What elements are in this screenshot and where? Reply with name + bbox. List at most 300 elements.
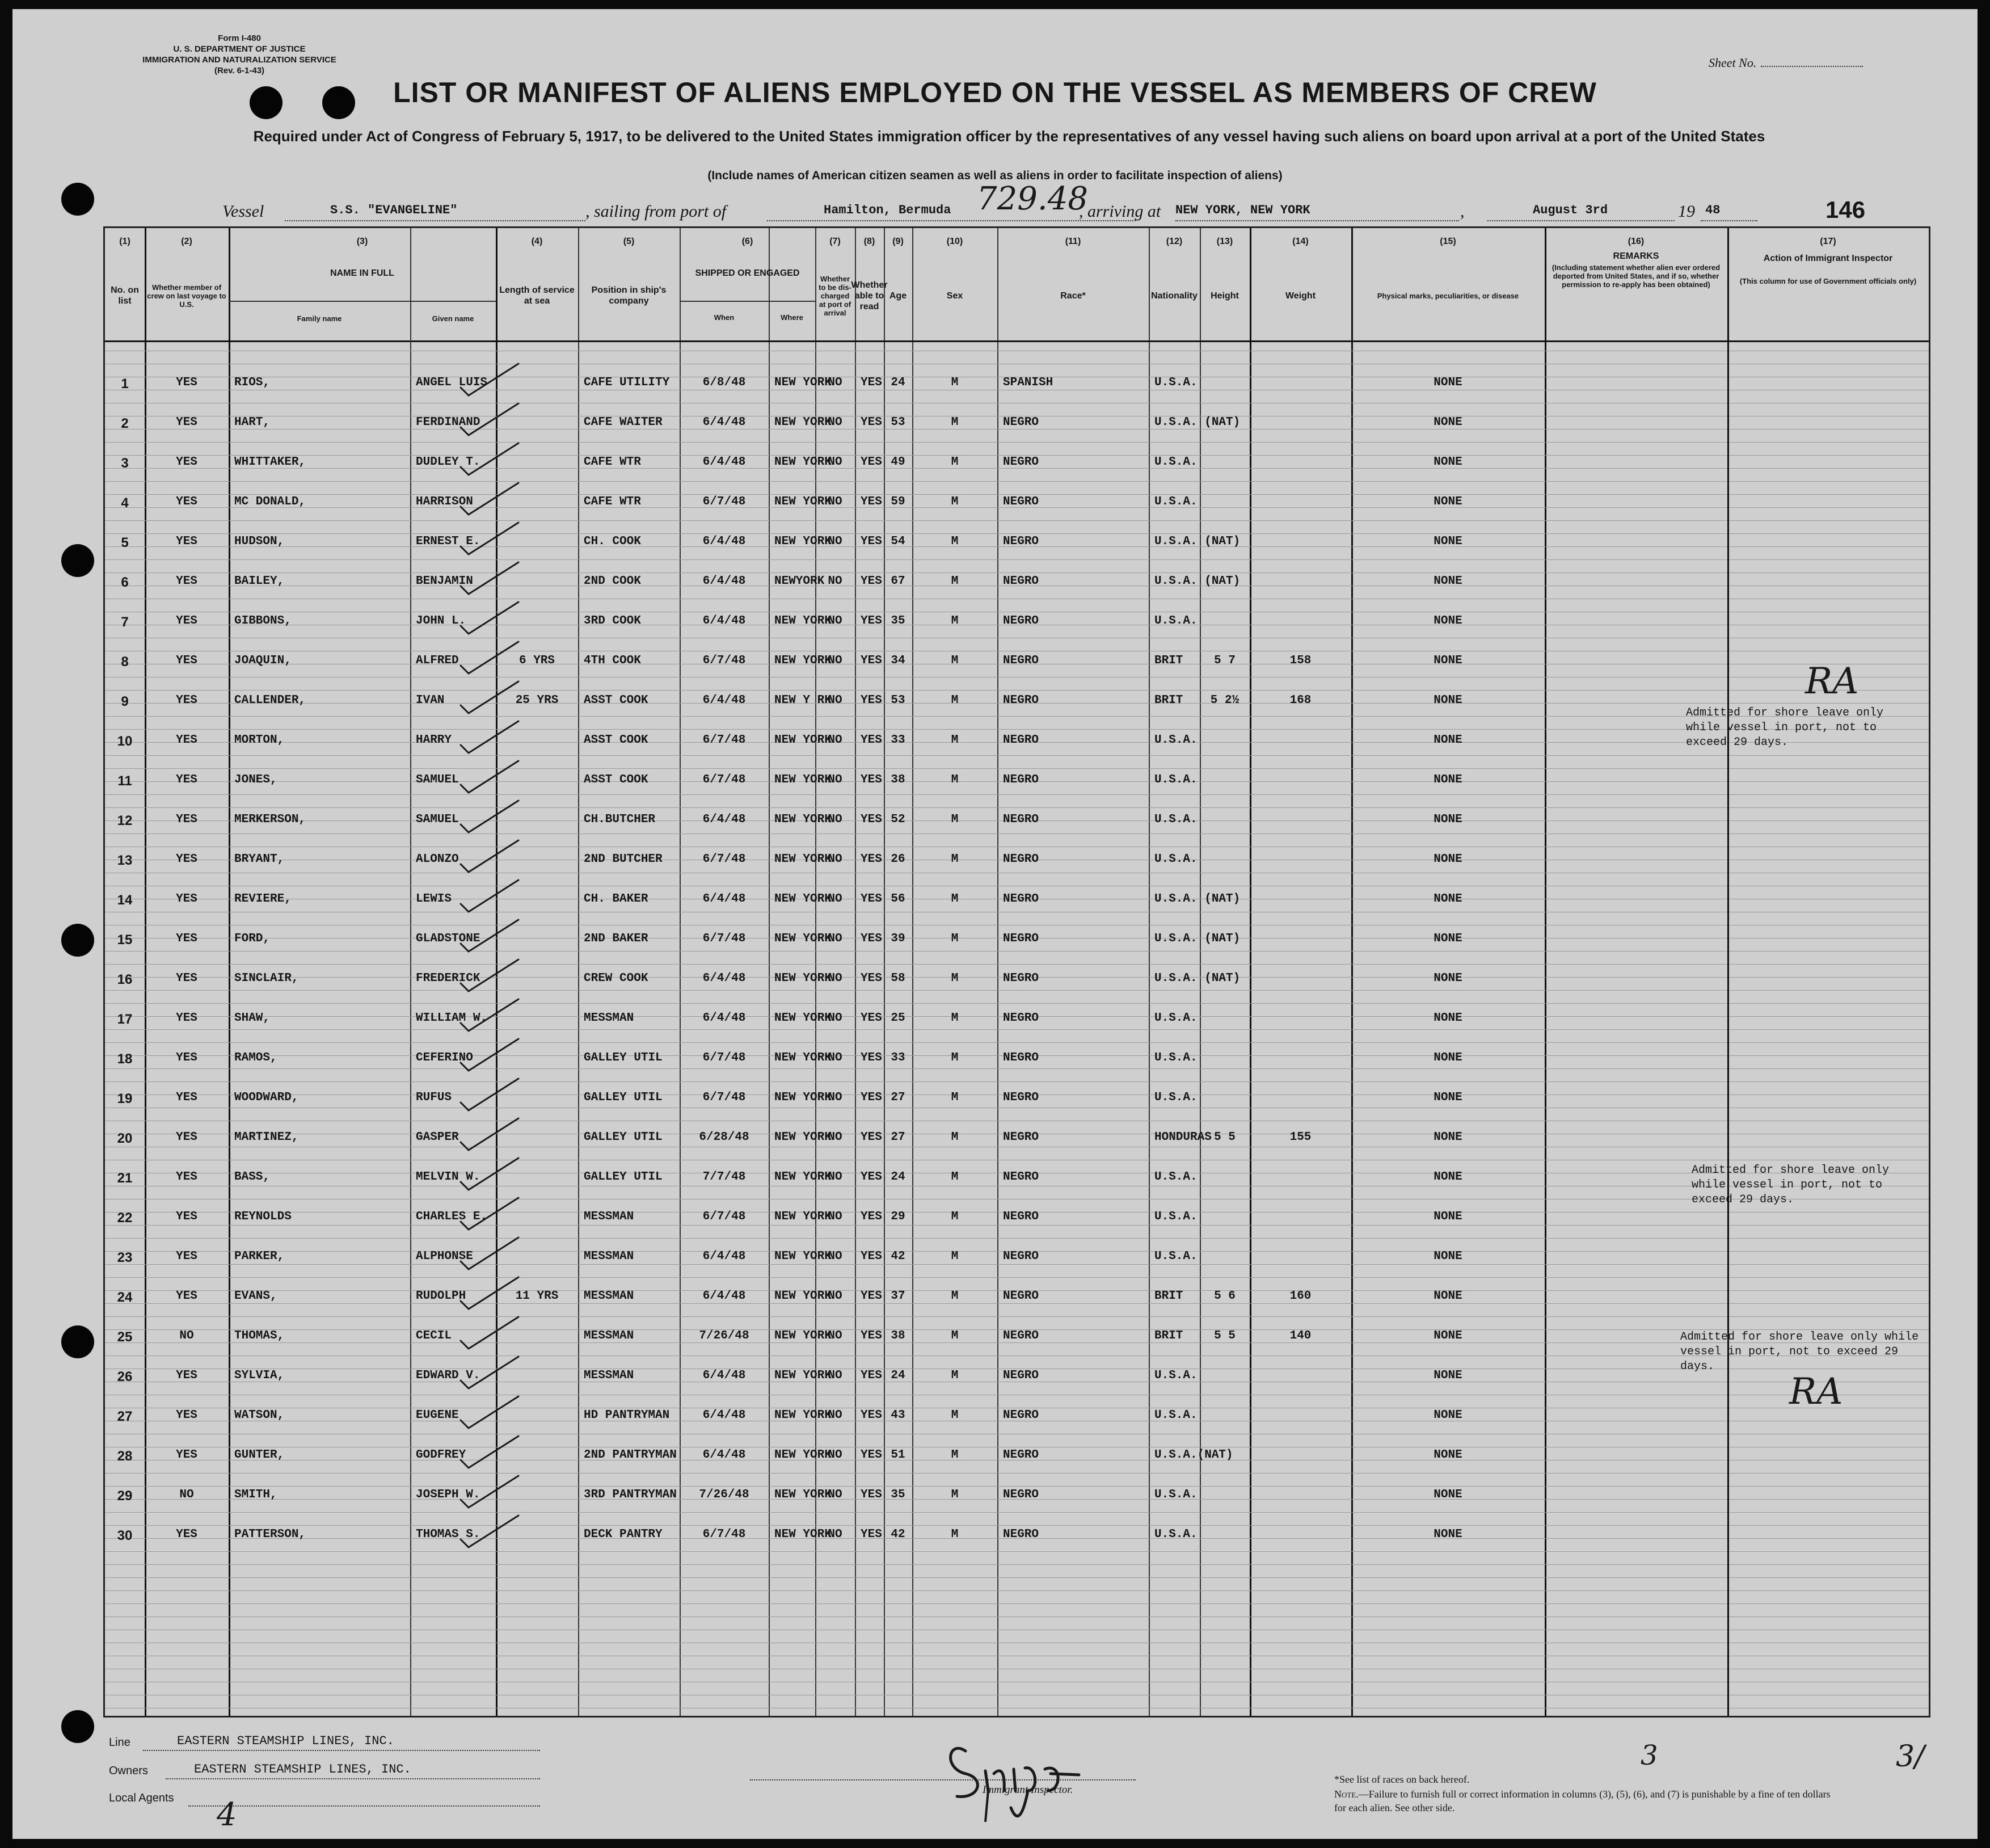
cell-weight: 168 [1289, 694, 1312, 707]
cell-age: 38 [891, 1329, 905, 1342]
cell-age: 56 [891, 893, 905, 906]
cell-read: YES [861, 1171, 882, 1184]
cell-family: HART, [234, 416, 271, 429]
year-prefix: 19 [1678, 202, 1695, 221]
sailing-label: , sailing from port of [585, 202, 727, 221]
cell-age: 27 [891, 1091, 905, 1104]
cell-family: BAILEY, [234, 575, 285, 588]
cell-family: PATTERSON, [234, 1528, 306, 1541]
cell-age: 27 [891, 1131, 905, 1144]
cell-service: 25 YRS [515, 694, 559, 707]
ruled-line [105, 1603, 1929, 1604]
cell-sex: M [951, 416, 959, 429]
cell-position: GALLEY UTIL [584, 1131, 663, 1144]
check-mark-icon [456, 605, 524, 639]
header-c8-label: Whether able to read [851, 280, 888, 311]
cell-nat: U.S.A. [1154, 813, 1198, 826]
check-mark-icon [456, 764, 524, 798]
cell-nat: U.S.A. [1154, 1409, 1198, 1422]
cell-given: CEFERINO [416, 1051, 473, 1064]
cell-no: 4 [121, 495, 129, 511]
vessel-label: Vessel [222, 202, 264, 221]
cell-where: NEW YORK [774, 614, 832, 628]
cell-given: GLADSTONE [416, 932, 480, 945]
cell-where: NEW YORK [774, 1051, 832, 1064]
cell-sex: M [951, 495, 959, 508]
cell-position: GALLEY UTIL [584, 1091, 663, 1104]
cell-race: NEGRO [1003, 1290, 1039, 1303]
cell-age: 35 [891, 1488, 905, 1501]
handwritten-mark: 3/ [1896, 1740, 1925, 1774]
ruled-line [105, 1590, 1929, 1591]
cell-when: 6/4/48 [702, 575, 746, 588]
cell-race: NEGRO [1003, 535, 1039, 548]
cell-given: CHARLES E. [416, 1210, 488, 1223]
manifest-sheet: Form I-480 U. S. DEPARTMENT OF JUSTICE IMMIGRATION AND NATURALIZATION SERVICE (Rev. 6-1-43) Sheet No. LIST OR MANIFEST OF ALIENS EMPLOYED ON THE VESSEL AS MEMBERS OF CREW Required under Act of Congress of February 5, 1917, to be delivered to the United States immigration officer by the representatives of any vessel having such aliens on board upon arrival at a port of the United States (Include names of American citizen seamen as well as aliens in order to facilitate inspection of aliens) Vessel S.S. "EVANGELINE" , sailing from port of Hamilton, Bermuda 729.48 , arriving at NEW YORK, NEW YORK , August 3rd 19 48 146 (1) No. on list (2) Whether member of crew on last voyage to U.S. (4) Length of service at sea (5) Position in ship's company (7) Whether to be dis-charged at port of arrival (8) Whether able to read (9) Age (10) Sex (11) Race* (12) Nationality (13) Height (14) Weight (15) Physical marks, peculiarities, or disease (3) NAME IN FULL Family name Given name (6) SHIPPED OR ENGAGED When Where (16) REMARKS (Including statement whether alien ever ordered deported from United States, and if so, whether permission to re-apply has been obtained) (17) Action of Immigrant Inspector (This column for use of Government officials only) 1 YES RIOS, ANGEL LUIS CAFE UTILITY 6/8/48 NEW YORK NO YES 24 M SPANISH U.S.A. NONE 2 YES HART, FERDINAND CAFE WAITER 6/4/48 NEW YORK NO YES 53 M NEGRO U.S.A. (NAT) NONE 3 YES WHITTAKER, DUDLEY T. CAFE WTR 6/4/48 NEW YORK NO YES 49 M NEGRO U.S.A. NONE 4 YES MC DONALD, HARRISON CAFE WTR 6/7/48 NEW YORK NO YES 59 M NEGRO U.S.A. NONE 5 YES HUDSON, ERNEST E. CH. COOK 6/4/48 NEW YORK NO YES 54 M NEGRO U.S.A. (NAT) NONE 6 YES BAILEY, BENJAMIN 2ND COOK 6/4/48 NEWYORK NO YES 67 M NEGRO U.S.A. (NAT) NONE 7 YES GIBBONS, JOHN L. 3RD COOK 6/4/48 NEW YORK NO YES 35 M NEGRO U.S.A. NONE 8 YES JOAQUIN, ALFRED 6 YRS 4TH COOK 6/7/48 NEW YORK NO YES 34 M NEGRO BRIT 5 7 158 NONE 9 YES CALLENDER, IVAN 25 YRS ASST COOK 6/4/48 NEW Y RK NO YES 53 M NEGRO BRIT 5 2½ 168 NONE 10 YES MORTON, HARRY ASST COOK 6/7/48 NEW YORK NO YES 33 M NEGRO U.S.A. NONE 11 YES JONES, SAMUEL ASST COOK 6/7/48 NEW YORK NO YES 38 M NEGRO U.S.A. NONE 12 YES MERKERSON, SAMUEL CH.BUTCHER 6/4/48 NEW YORK NO YES 52 M NEGRO U.S.A. NONE 13 YES BRYANT, ALONZO 2ND BUTCHER 6/7/48 NEW YORK NO YES 26 M NEGRO U.S.A. NONE 14 YES REVIERE, LEWIS CH. BAKER 6/4/48 NEW YORK NO YES 56 M NEGRO U.S.A. (NAT) NONE 15 YES FORD, GLADSTONE 2ND BAKER 6/7/48 NEW YORK NO YES 39 M NEGRO U.S.A. (NAT) NONE 16 YES SINCLAIR, FREDERICK CREW COOK 6/4/48 NEW YORK NO YES 58 M NEGRO U.S.A. (NAT) NONE 17 YES SHAW, WILLIAM W. MESSMAN 6/4/48 NEW YORK NO YES 25 M NEGRO U.S.A. NONE 18 YES RAMOS, CEFERINO GALLEY UTIL 6/7/48 NEW YORK NO YES 33 M NEGRO U.S.A. NONE 19 YES WOODWARD, RUFUS GALLEY UTIL 6/7/48 NEW YORK NO YES 27 M NEGRO U.S.A. NONE 20 YES MARTINEZ, GASPER GALLEY UTIL 6/28/48 NEW YORK NO YES 27 M NEGRO HONDURAS 5 5 155 NONE 21 YES BASS, MELVIN W. GALLEY UTIL 7/7/48 NEW YORK NO YES 24 M NEGRO U.S.A. NONE 22 YES REYNOLDS CHARLES E. MESSMAN 6/7/48 NEW YORK NO YES 29 M NEGRO U.S.A. NONE 23 YES PARKER, ALPHONSE MESSMAN 6/4/48 NEW YORK NO YES 42 M NEGRO U.S.A. NONE 24 YES EVANS, RUDOLPH 11 YRS MESSMAN 6/4/48 NEW YORK NO YES 37 M NEGRO BRIT 5 6 160 NONE 25 NO THOMAS, CECIL MESSMAN 7/26/48 NEW YORK NO YES 38 M NEGRO BRIT 5 5 140 NONE 26 YES SYLVIA, EDWARD V. MESSMAN 6/4/48 NEW YORK NO YES 24 M NEGRO U.S.A. NONE 27 YES WATSON, EUGENE HD PANTRYMAN 6/4/48 NEW YORK NO YES 43 M NEGRO U.S.A. NONE 28 YES GUNTER, GODFREY 2ND PANTRYMAN 6/4/48 NEW YORK NO YES 51 M NEGRO U.S.A.(NAT) NONE 29 NO SMITH, JOSEPH W. 3RD PANTRYMAN 7/26/48 NEW YORK NO YES 35 M NEGRO U.S.A. NONE 30 YES PATTERSON, THOMAS S. DECK PANTRY 6/7/48 NEW YORK NO YES 42 M NEGRO U.S.A. NONE Admitted for shore leave only while vessel in port, not to exceed 29 days. Admitted for shore leave only while vessel in port, not to exceed 29 days. Admitted for shore leave only while vessel in port, not to exceed 29 days. RA RA Line EASTERN STEAMSHIP LINES, INC. Owners EASTERN STEAMSHIP LINES, INC. Local Agents 4 Immigrant Inspector. *See list of races on back hereof. Note.—Failure to furnish full or correct information in columns (3), (5), (6), and (7) is punishable by a fine of ten dollars for each alien. See other side. 3 3/ [12, 9, 1978, 1839]
cell-dis: NO [828, 1171, 842, 1184]
header-c15-num: (15) [1440, 237, 1456, 246]
header-c4-label: Length of service at sea [499, 285, 575, 306]
cell-age: 58 [891, 972, 905, 985]
cell-read: YES [861, 1329, 882, 1342]
remark-row-24: Admitted for shore leave only while vessel in port, not to exceed 29 days. [1680, 1331, 1919, 1373]
cell-no: 2 [121, 416, 129, 431]
cell-nat: U.S.A. [1154, 376, 1198, 389]
cell-nat: U.S.A. [1154, 1171, 1198, 1184]
cell-dis: NO [828, 694, 842, 707]
cell-where: NEW YORK [774, 1131, 832, 1144]
cell-read: YES [861, 972, 882, 985]
cell-read: YES [861, 694, 882, 707]
cell-when: 6/4/48 [702, 1449, 746, 1462]
cell-sex: M [951, 694, 959, 707]
cell-given: HARRISON [416, 495, 473, 508]
check-mark-icon [456, 725, 524, 759]
cell-last: YES [176, 1250, 197, 1263]
cell-last: YES [176, 1091, 197, 1104]
cell-read: YES [861, 654, 882, 667]
header-c3-label: NAME IN FULL [330, 268, 394, 278]
cell-where: NEW YORK [774, 734, 832, 747]
arrival-year: 48 [1705, 203, 1721, 217]
name-subheader-rule [229, 301, 496, 302]
header-c17-label: Action of Immigrant Inspector [1763, 254, 1893, 263]
cell-sex: M [951, 853, 959, 866]
cell-dis: NO [828, 813, 842, 826]
inspector-signature-icon [931, 1706, 1124, 1825]
sailing-port: Hamilton, Bermuda [824, 203, 951, 217]
cell-position: CAFE UTILITY [584, 376, 670, 389]
cell-nat: U.S.A. [1154, 1210, 1198, 1223]
cell-marks: NONE [1434, 853, 1462, 866]
cell-nat: U.S.A. [1154, 734, 1198, 747]
cell-marks: NONE [1434, 1051, 1462, 1064]
cell-race: NEGRO [1003, 1488, 1039, 1501]
cell-marks: NONE [1434, 734, 1462, 747]
cell-where: NEW YORK [774, 416, 832, 429]
cell-position: 2ND PANTRYMAN [584, 1449, 677, 1462]
cell-where: NEW YORK [774, 1369, 832, 1382]
handwritten-mark: 4 [217, 1796, 237, 1833]
cell-weight: 160 [1289, 1290, 1312, 1303]
cell-service: 6 YRS [518, 654, 555, 667]
cell-race: NEGRO [1003, 734, 1039, 747]
header-c14-label: Weight [1285, 291, 1316, 301]
check-mark-icon [456, 963, 524, 997]
cell-age: 35 [891, 614, 905, 628]
cell-height: 5 5 [1214, 1131, 1236, 1144]
check-mark-icon [456, 1281, 524, 1315]
cell-position: GALLEY UTIL [584, 1051, 663, 1064]
header-c2-label: Whether member of crew on last voyage to U.S. [147, 283, 226, 309]
cell-last: YES [176, 614, 197, 628]
cell-dis: NO [828, 376, 842, 389]
local-agents-label: Local Agents [109, 1792, 174, 1804]
cell-family: WOODWARD, [234, 1091, 299, 1104]
cell-sex: M [951, 1528, 959, 1541]
cell-dis: NO [828, 1210, 842, 1223]
check-mark-icon [456, 844, 524, 878]
cell-when: 6/7/48 [702, 853, 746, 866]
cell-height: 5 6 [1214, 1290, 1236, 1303]
cell-no: 20 [117, 1131, 133, 1146]
cell-position: HD PANTRYMAN [584, 1409, 670, 1422]
cell-read: YES [861, 773, 882, 786]
cell-nat: HONDURAS [1154, 1131, 1212, 1144]
header-c17-num: (17) [1820, 237, 1836, 246]
cell-age: 53 [891, 694, 905, 707]
cell-position: MESSMAN [584, 1250, 634, 1263]
cell-where: NEW YORK [774, 495, 832, 508]
cell-where: NEWYORK [774, 575, 825, 588]
cell-nat: U.S.A. [1154, 1051, 1198, 1064]
cell-race: NEGRO [1003, 1329, 1039, 1342]
header-c5-num: (5) [623, 237, 635, 246]
page-number: 146 [1825, 196, 1866, 223]
cell-race: NEGRO [1003, 694, 1039, 707]
cell-no: 19 [117, 1091, 133, 1106]
cell-given: IVAN [416, 694, 445, 707]
cell-no: 10 [117, 734, 133, 749]
cell-age: 34 [891, 654, 905, 667]
cell-family: MORTON, [234, 734, 285, 747]
cell-last: YES [176, 535, 197, 548]
line-value: EASTERN STEAMSHIP LINES, INC. [177, 1734, 394, 1748]
check-mark-icon [456, 1201, 524, 1235]
cell-family: SINCLAIR, [234, 972, 299, 985]
cell-where: NEW YORK [774, 1409, 832, 1422]
cell-marks: NONE [1434, 575, 1462, 588]
header-c1-label: No. on list [111, 285, 139, 306]
header-c10-label: Sex [946, 291, 963, 301]
header-c3-num: (3) [356, 237, 368, 246]
cell-read: YES [861, 893, 882, 906]
cell-read: YES [861, 1250, 882, 1263]
cell-when: 6/4/48 [702, 813, 746, 826]
cell-nat: U.S.A.(NAT) [1154, 1449, 1233, 1462]
cell-read: YES [861, 614, 882, 628]
cell-last: YES [176, 456, 197, 469]
cell-when: 6/4/48 [702, 535, 746, 548]
cell-last: NO [179, 1329, 194, 1342]
cell-marks: NONE [1434, 495, 1462, 508]
cell-position: 2ND COOK [584, 575, 641, 588]
header-c10-num: (10) [946, 237, 963, 246]
cell-nat: U.S.A. (NAT) [1154, 893, 1241, 906]
header-c2-num: (2) [181, 237, 192, 246]
shipped-subheader-rule [680, 301, 815, 302]
cell-age: 52 [891, 813, 905, 826]
cell-position: CREW COOK [584, 972, 648, 985]
cell-dis: NO [828, 416, 842, 429]
cell-given: FREDERICK [416, 972, 480, 985]
cell-position: GALLEY UTIL [584, 1171, 663, 1184]
cell-nat: BRIT [1154, 654, 1183, 667]
cell-family: SYLVIA, [234, 1369, 285, 1382]
header-c16-label: REMARKS [1613, 251, 1659, 261]
cell-where: NEW YORK [774, 853, 832, 866]
cell-race: SPANISH [1003, 376, 1053, 389]
cell-dis: NO [828, 1250, 842, 1263]
cell-read: YES [861, 575, 882, 588]
cell-dis: NO [828, 972, 842, 985]
cell-nat: U.S.A. (NAT) [1154, 535, 1241, 548]
cell-where: NEW YORK [774, 654, 832, 667]
cell-when: 6/4/48 [702, 1369, 746, 1382]
cell-no: 7 [121, 614, 129, 630]
cell-dis: NO [828, 1290, 842, 1303]
cell-sex: M [951, 813, 959, 826]
cell-age: 33 [891, 1051, 905, 1064]
cell-last: YES [176, 1171, 197, 1184]
cell-family: PARKER, [234, 1250, 285, 1263]
cell-age: 43 [891, 1409, 905, 1422]
cell-nat: U.S.A. [1154, 614, 1198, 628]
cell-when: 6/4/48 [702, 456, 746, 469]
cell-race: NEGRO [1003, 1210, 1039, 1223]
cell-sex: M [951, 1290, 959, 1303]
cell-race: NEGRO [1003, 773, 1039, 786]
cell-age: 25 [891, 1012, 905, 1025]
cell-when: 6/7/48 [702, 1091, 746, 1104]
cell-given: ANGEL LUIS [416, 376, 488, 389]
cell-marks: NONE [1434, 932, 1462, 945]
cell-when: 7/26/48 [699, 1329, 749, 1342]
cell-dis: NO [828, 1369, 842, 1382]
cell-marks: NONE [1434, 813, 1462, 826]
cell-given: WILLIAM W. [416, 1012, 488, 1025]
cell-no: 1 [121, 376, 129, 392]
cell-no: 23 [117, 1250, 133, 1265]
cell-dis: NO [828, 1012, 842, 1025]
cell-given: MELVIN W. [416, 1171, 480, 1184]
races-note: *See list of races on back hereof. [1334, 1774, 1470, 1785]
header-c17-sub: (This column for use of Government officials only) [1739, 277, 1917, 285]
table-row [105, 1528, 1929, 1580]
cell-family: MARTINEZ, [234, 1131, 299, 1144]
cell-position: 4TH COOK [584, 654, 641, 667]
cell-dis: NO [828, 1131, 842, 1144]
cell-where: NEW YORK [774, 1488, 832, 1501]
arrival-date: August 3rd [1533, 203, 1608, 217]
cell-family: WATSON, [234, 1409, 285, 1422]
check-mark-icon [456, 566, 524, 600]
cell-read: YES [861, 1131, 882, 1144]
cell-dis: NO [828, 1329, 842, 1342]
cell-no: 3 [121, 456, 129, 471]
cell-age: 39 [891, 932, 905, 945]
cell-when: 6/7/48 [702, 1210, 746, 1223]
cell-sex: M [951, 654, 959, 667]
check-mark-icon [456, 1122, 524, 1156]
cell-no: 17 [117, 1012, 133, 1027]
cell-where: NEW YORK [774, 972, 832, 985]
cell-race: NEGRO [1003, 1012, 1039, 1025]
cell-weight: 155 [1289, 1131, 1312, 1144]
cell-position: CAFE WTR [584, 456, 641, 469]
check-mark-icon [456, 367, 524, 401]
form-identifier: Form I-480 U. S. DEPARTMENT OF JUSTICE IMMIGRATION AND NATURALIZATION SERVICE (Rev. 6-1-43) [142, 33, 336, 75]
cell-read: YES [861, 456, 882, 469]
cell-race: NEGRO [1003, 614, 1039, 628]
check-mark-icon [456, 923, 524, 957]
cell-nat: U.S.A. (NAT) [1154, 575, 1241, 588]
cell-race: NEGRO [1003, 932, 1039, 945]
cell-last: YES [176, 1528, 197, 1541]
cell-position: MESSMAN [584, 1369, 634, 1382]
header-c8-num: (8) [863, 237, 875, 246]
cell-family: HUDSON, [234, 535, 285, 548]
cell-no: 11 [117, 773, 132, 789]
cell-dis: NO [828, 853, 842, 866]
cell-no: 27 [117, 1409, 133, 1424]
cell-where: NEW YORK [774, 1329, 832, 1342]
cell-race: NEGRO [1003, 1409, 1039, 1422]
cell-position: 2ND BAKER [584, 932, 648, 945]
cell-height: 5 7 [1214, 654, 1236, 667]
cell-sex: M [951, 535, 959, 548]
cell-marks: NONE [1434, 694, 1462, 707]
cell-age: 24 [891, 1171, 905, 1184]
header-c12-label: Nationality [1151, 291, 1198, 301]
header-c7-num: (7) [829, 237, 841, 246]
cell-sex: M [951, 734, 959, 747]
cell-last: YES [176, 654, 197, 667]
cell-no: 18 [117, 1051, 133, 1067]
cell-last: YES [176, 416, 197, 429]
cell-where: NEW YORK [774, 932, 832, 945]
cell-marks: NONE [1434, 535, 1462, 548]
punch-hole-icon [61, 544, 94, 577]
header-rule [105, 340, 1929, 342]
header-c1-num: (1) [119, 237, 130, 246]
check-mark-icon [456, 407, 524, 441]
cell-race: NEGRO [1003, 456, 1039, 469]
cell-read: YES [861, 495, 882, 508]
header-c12-num: (12) [1166, 237, 1183, 246]
cell-read: YES [861, 813, 882, 826]
cell-family: CALLENDER, [234, 694, 306, 707]
cell-position: 3RD COOK [584, 614, 641, 628]
page-title: LIST OR MANIFEST OF ALIENS EMPLOYED ON THE VESSEL AS MEMBERS OF CREW [393, 77, 1597, 108]
check-mark-icon [456, 486, 524, 520]
cell-age: 37 [891, 1290, 905, 1303]
cell-age: 49 [891, 456, 905, 469]
cell-race: NEGRO [1003, 1369, 1039, 1382]
cell-nat: U.S.A. [1154, 853, 1198, 866]
cell-when: 6/4/48 [702, 893, 746, 906]
cell-last: YES [176, 773, 197, 786]
cell-sex: M [951, 456, 959, 469]
cell-age: 38 [891, 773, 905, 786]
cell-when: 6/28/48 [699, 1131, 749, 1144]
cell-age: 51 [891, 1449, 905, 1462]
cell-no: 28 [117, 1449, 133, 1464]
cell-when: 6/4/48 [702, 1409, 746, 1422]
arriving-label: , arriving at [1079, 202, 1161, 221]
cell-sex: M [951, 1210, 959, 1223]
cell-read: YES [861, 734, 882, 747]
cell-last: YES [176, 575, 197, 588]
cell-dis: NO [828, 734, 842, 747]
cell-read: YES [861, 1012, 882, 1025]
check-mark-icon [456, 645, 524, 679]
cell-read: YES [861, 416, 882, 429]
crew-manifest-table [103, 226, 1930, 1717]
check-mark-icon [456, 883, 524, 917]
cell-nat: U.S.A. [1154, 1091, 1198, 1104]
cell-age: 42 [891, 1250, 905, 1263]
cell-no: 8 [121, 654, 129, 670]
cell-sex: M [951, 932, 959, 945]
cell-no: 26 [117, 1369, 133, 1384]
cell-nat: U.S.A. [1154, 1250, 1198, 1263]
cell-marks: NONE [1434, 1369, 1462, 1382]
check-mark-icon [456, 685, 524, 719]
header-c11-label: Race* [1060, 291, 1086, 301]
header-c16-num: (16) [1628, 237, 1645, 246]
cell-nat: U.S.A. [1154, 1369, 1198, 1382]
cell-sex: M [951, 1409, 959, 1422]
cell-family: SMITH, [234, 1488, 277, 1501]
cell-race: NEGRO [1003, 972, 1039, 985]
check-mark-icon [456, 1161, 524, 1195]
owners-value: EASTERN STEAMSHIP LINES, INC. [194, 1762, 411, 1777]
cell-position: ASST COOK [584, 773, 648, 786]
cell-given: RUFUS [416, 1091, 452, 1104]
header-c9-label: Age [889, 291, 907, 301]
cell-marks: NONE [1434, 1409, 1462, 1422]
cell-last: YES [176, 1131, 197, 1144]
cell-position: CAFE WTR [584, 495, 641, 508]
cell-last: YES [176, 813, 197, 826]
cell-nat: U.S.A. [1154, 495, 1198, 508]
cell-marks: NONE [1434, 376, 1462, 389]
cell-position: CH. BAKER [584, 893, 648, 906]
cell-sex: M [951, 1250, 959, 1263]
cell-when: 6/7/48 [702, 495, 746, 508]
cell-family: JOAQUIN, [234, 654, 292, 667]
cell-where: NEW YORK [774, 376, 832, 389]
cell-last: YES [176, 1012, 197, 1025]
cell-last: YES [176, 893, 197, 906]
cell-position: MESSMAN [584, 1210, 634, 1223]
cell-no: 9 [121, 694, 129, 709]
cell-dis: NO [828, 1449, 842, 1462]
cell-dis: NO [828, 773, 842, 786]
cell-last: YES [176, 1051, 197, 1064]
cell-age: 53 [891, 416, 905, 429]
